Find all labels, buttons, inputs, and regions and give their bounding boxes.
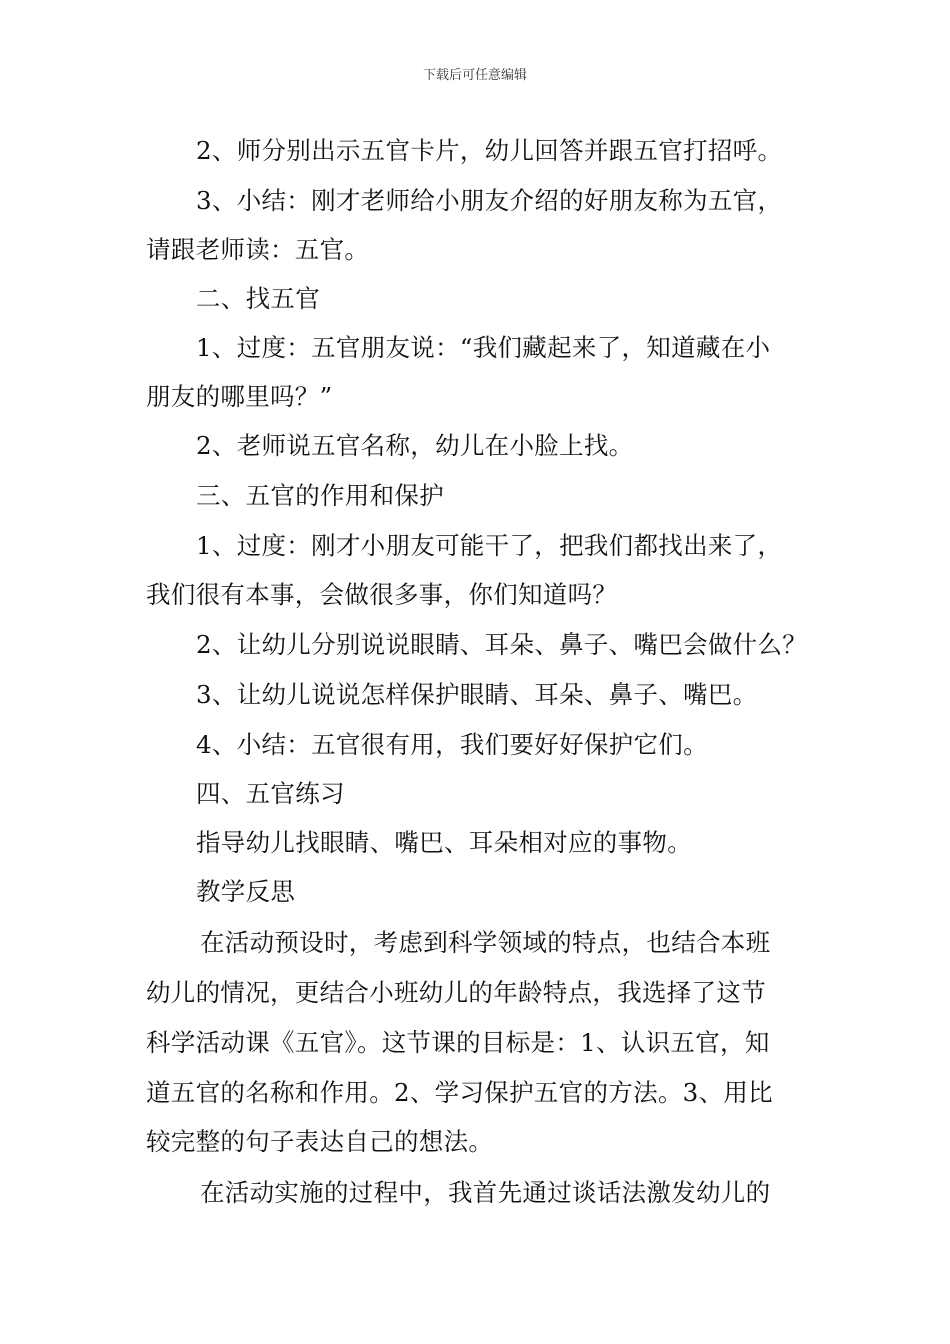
text-line: 2、师分别出示五官卡片，幼儿回答并跟五官打招呼。	[196, 136, 783, 165]
text-line: 科学活动课《五官》。这节课的目标是：1、认识五官，知	[146, 1028, 770, 1057]
text-line: 在活动实施的过程中，我首先通过谈话法激发幼儿的	[200, 1178, 771, 1207]
text-line: 1、过度：刚才小朋友可能干了，把我们都找出来了，	[196, 531, 783, 560]
text-line: 幼儿的情况，更结合小班幼儿的年龄特点，我选择了这节	[146, 978, 766, 1007]
text-line: 请跟老师读：五官。	[146, 235, 370, 264]
text-line: 道五官的名称和作用。2、学习保护五官的方法。3、用比	[146, 1078, 773, 1107]
text-line: 指导幼儿找眼睛、嘴巴、耳朵相对应的事物。	[196, 828, 692, 857]
text-line: 4、小结：五官很有用，我们要好好保护它们。	[196, 730, 708, 759]
text-line: 在活动预设时，考虑到科学领域的特点，也结合本班	[200, 928, 771, 957]
text-line: 二、找五官	[196, 284, 320, 313]
text-line: 四、五官练习	[196, 779, 345, 808]
text-line: 2、老师说五官名称，幼儿在小脸上找。	[196, 431, 634, 460]
page-header: 下载后可任意编辑	[422, 68, 527, 83]
text-line: 2、让幼儿分别说说眼睛、耳朵、鼻子、嘴巴会做什么？	[196, 630, 808, 659]
text-line: 3、让幼儿说说怎样保护眼睛、耳朵、鼻子、嘴巴。	[196, 680, 758, 709]
text-line: 三、五官的作用和保护	[196, 481, 444, 510]
text-line: 教学反思	[196, 877, 296, 906]
text-line: 较完整的句子表达自己的想法。	[146, 1127, 494, 1156]
text-line: 我们很有本事，会做很多事，你们知道吗？	[146, 580, 618, 609]
text-line: 朋友的哪里吗？”	[146, 382, 333, 411]
text-line: 3、小结：刚才老师给小朋友介绍的好朋友称为五官，	[196, 186, 783, 215]
text-line: 1、过度：五官朋友说：“我们藏起来了，知道藏在小	[196, 333, 771, 362]
